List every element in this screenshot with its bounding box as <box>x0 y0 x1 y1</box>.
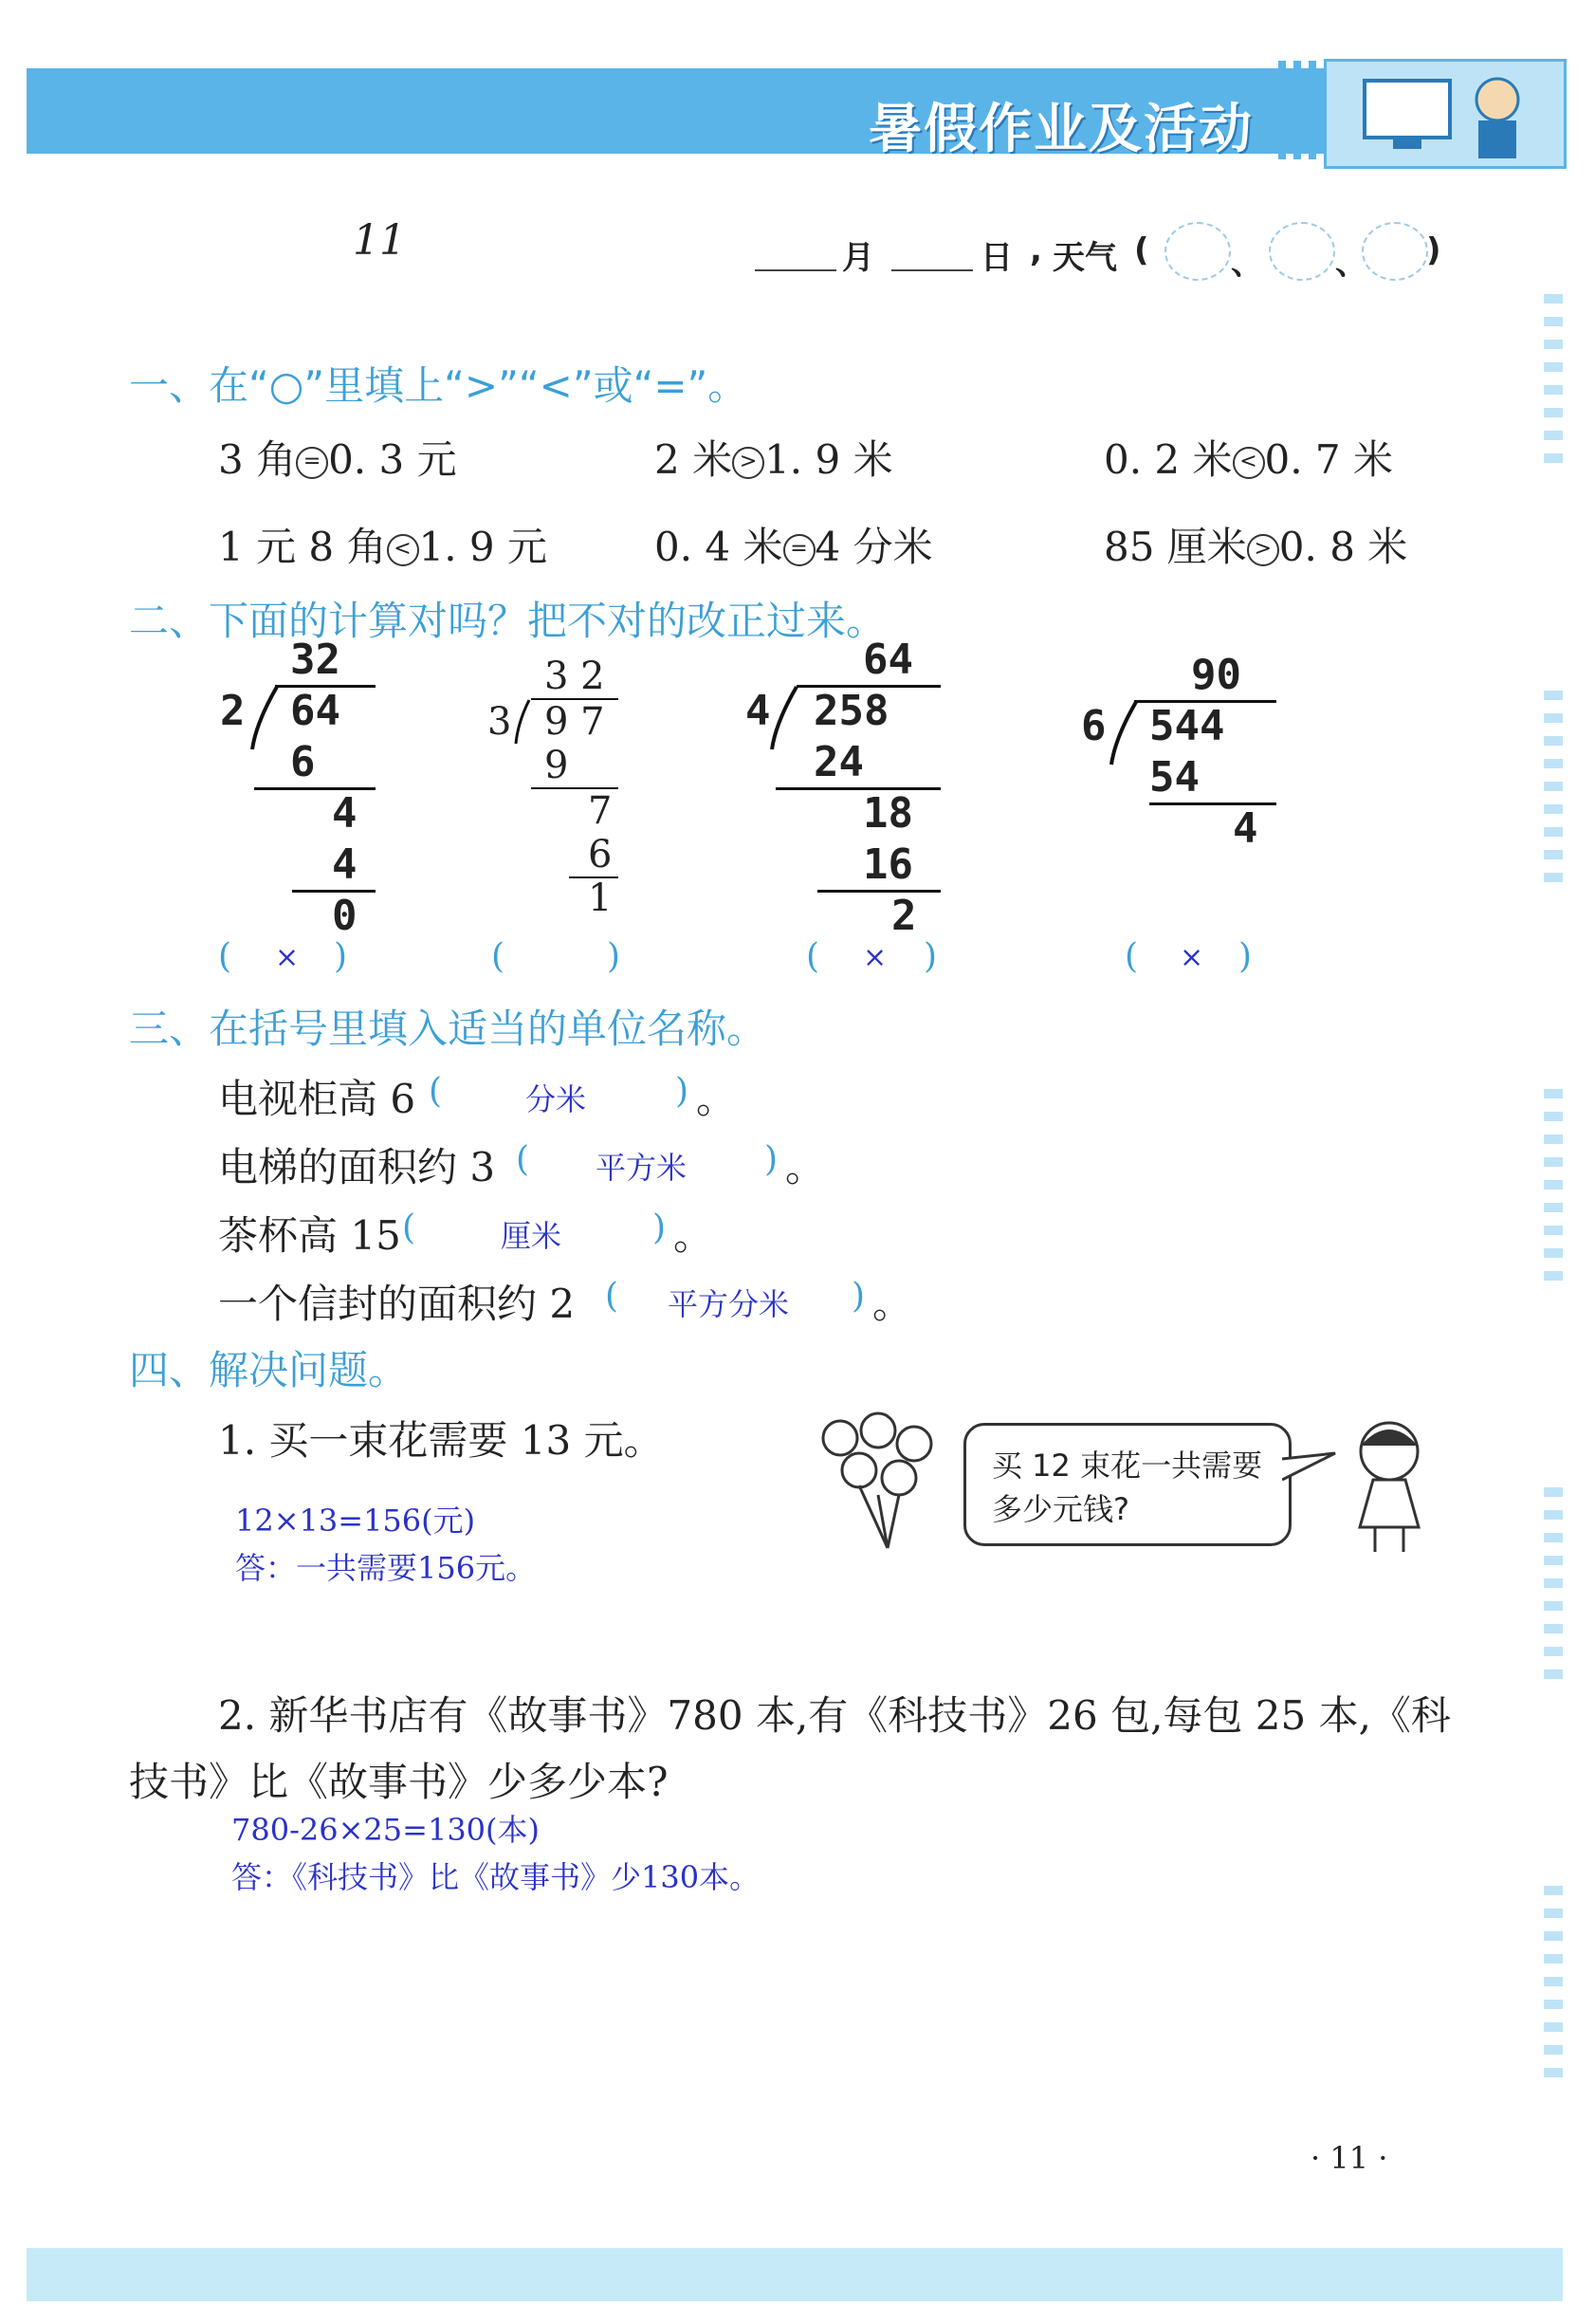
subtraction-line <box>776 787 941 790</box>
problem1-text: 1. 买一束花需要 13 元。 <box>218 1417 664 1464</box>
header-stripe <box>1293 61 1301 159</box>
compare-circle: < <box>1233 447 1265 479</box>
girl-icon <box>1337 1413 1441 1556</box>
partial-product: 24 <box>814 738 864 786</box>
unit-item-text: 茶杯高 15 <box>218 1212 401 1259</box>
day-label: 日 <box>981 239 1013 277</box>
compare-left: 1 元 8 角 <box>218 524 387 570</box>
paren-close: ) <box>675 1072 689 1111</box>
dividend: 9 7 <box>544 700 605 744</box>
compare-item <box>218 429 457 486</box>
header-stripe <box>1309 61 1316 159</box>
compare-item <box>654 516 933 573</box>
dividend: 544 <box>1149 702 1225 750</box>
dividend: 258 <box>814 687 889 735</box>
unit-answer: 分米 <box>525 1081 587 1117</box>
compare-right: 0. 7 米 <box>1264 436 1393 483</box>
partial-product: 4 <box>332 840 358 889</box>
side-decoration <box>1544 1089 1563 1281</box>
sunny-icon <box>1164 222 1231 281</box>
remainder: 0 <box>332 892 358 940</box>
paren-open: ( <box>806 937 820 976</box>
day-blank <box>891 269 973 271</box>
side-decoration <box>1544 1886 1563 2077</box>
division-bracket <box>248 685 281 751</box>
paren-open: ( <box>402 1208 416 1247</box>
partial-product: 6 <box>588 833 613 876</box>
compare-item <box>1104 516 1407 573</box>
compare-left: 85 厘米 <box>1104 524 1247 570</box>
weather-sep: 、 <box>1231 245 1263 283</box>
header-stripe <box>1278 61 1286 159</box>
page-number: · 11 · <box>1311 2140 1388 2176</box>
footer-bar <box>27 2248 1563 2301</box>
compare-circle: < <box>387 534 419 566</box>
judgment-mark: × <box>1180 941 1204 974</box>
subtraction-line <box>817 890 941 893</box>
remainder-step: 4 <box>332 789 358 838</box>
partial-product: 54 <box>1149 753 1200 802</box>
side-decoration <box>1544 294 1563 463</box>
compare-circle: = <box>783 534 816 566</box>
unit-answer: 平方分米 <box>668 1286 790 1322</box>
compare-left: 0. 4 米 <box>654 524 783 570</box>
unit-item-end: 。 <box>696 1076 737 1122</box>
side-decoration <box>1544 1487 1563 1679</box>
compare-circle: > <box>1247 534 1279 566</box>
paren-close: ) <box>334 937 348 976</box>
problem1-work: 12×13=156(元) <box>235 1503 476 1539</box>
divisor: 6 <box>1081 702 1107 750</box>
weather-sep: 、 <box>1335 245 1367 283</box>
speech-bubble-tail <box>1282 1451 1339 1489</box>
paren-open: ( <box>218 937 232 976</box>
division-bracket <box>768 685 800 751</box>
remainder: 1 <box>588 876 613 920</box>
problem2-work: 780-26×25=130(本) <box>231 1812 541 1848</box>
paren-close: ) <box>1238 937 1253 976</box>
compare-left: 3 角 <box>218 436 297 483</box>
problem2-line2: 技书》比《故事书》少多少本? <box>129 1759 669 1805</box>
paren-close: ) <box>764 1140 779 1179</box>
paren-open: ( <box>516 1140 530 1179</box>
section1-heading: 一、在“○”里填上“>”“<”或“=”。 <box>129 362 748 409</box>
day-number: 11 <box>353 216 406 265</box>
division-bracket <box>1108 700 1140 766</box>
weather-close-paren: ) <box>1426 231 1441 269</box>
paren-close: ) <box>924 937 938 976</box>
partial-product: 16 <box>863 840 913 889</box>
remainder: 2 <box>891 892 917 940</box>
section2-heading: 二、下面的计算对吗？把不对的改正过来。 <box>129 598 887 644</box>
bubble-line1: 买 12 束花一共需要 <box>992 1448 1263 1484</box>
month-blank <box>755 269 836 271</box>
unit-item-text: 电梯的面积约 3 <box>218 1144 496 1190</box>
compare-left: 0. 2 米 <box>1104 436 1233 483</box>
cloudy-icon <box>1269 222 1335 281</box>
compare-left: 2 米 <box>654 436 733 483</box>
flowers-icon <box>812 1410 944 1552</box>
divisor: 2 <box>220 687 246 735</box>
section4-heading: 四、解决问题。 <box>129 1347 409 1393</box>
comma: , <box>1030 231 1042 269</box>
compare-right: 0. 8 米 <box>1278 524 1408 570</box>
remainder-step: 7 <box>588 789 613 833</box>
unit-answer: 平方米 <box>596 1150 688 1186</box>
month-label: 月 <box>842 239 874 277</box>
paren-open: ( <box>429 1072 443 1111</box>
paren-open: ( <box>491 937 505 976</box>
compare-circle: > <box>732 447 764 479</box>
quotient: 32 <box>290 636 340 684</box>
unit-item-end: 。 <box>785 1144 826 1190</box>
rainy-icon <box>1362 222 1428 281</box>
side-decoration <box>1544 691 1563 882</box>
weather-open-paren: ( <box>1134 231 1149 269</box>
bubble-line2: 多少元钱? <box>992 1491 1129 1527</box>
compare-item <box>218 516 547 573</box>
partial-product: 9 <box>544 744 569 787</box>
weather-label: 天气 <box>1053 239 1117 277</box>
dividend: 64 <box>290 687 340 735</box>
quotient: 64 <box>863 636 913 684</box>
unit-item-text: 电视柜高 6 <box>218 1076 416 1122</box>
compare-item <box>1104 429 1393 486</box>
divisor: 3 <box>487 700 512 744</box>
problem2-answer: 答：《科技书》比《故事书》少130本。 <box>231 1859 761 1895</box>
problem1-answer: 答：一共需要156元。 <box>235 1550 537 1586</box>
compare-right: 4 分米 <box>815 524 933 570</box>
paren-close: ) <box>852 1277 866 1316</box>
compare-right: 0. 3 元 <box>328 436 457 483</box>
unit-item-end: 。 <box>673 1212 714 1259</box>
unit-item-text: 一个信封的面积约 2 <box>218 1281 576 1327</box>
partial-product: 6 <box>290 738 316 786</box>
subtraction-line <box>254 787 376 790</box>
remainder-step: 18 <box>863 789 913 838</box>
divisor: 4 <box>745 687 771 735</box>
paren-close: ) <box>652 1208 667 1247</box>
section3-heading: 三、在括号里填入适当的单位名称。 <box>129 1005 767 1052</box>
compare-right: 1. 9 米 <box>764 436 893 483</box>
paren-close: ) <box>607 937 621 976</box>
compare-item <box>654 429 893 486</box>
problem2-line1: 2. 新华书店有《故事书》780 本,有《科技书》26 包,每包 25 本,《科 <box>218 1692 1451 1739</box>
quotient: 90 <box>1191 651 1241 699</box>
unit-answer: 厘米 <box>501 1218 562 1254</box>
unit-item-end: 。 <box>872 1281 913 1327</box>
judgment-mark: × <box>863 941 888 974</box>
header-illustration <box>1324 59 1567 169</box>
quotient: 3 2 <box>544 655 605 698</box>
compare-circle: = <box>296 447 328 479</box>
division-bracket <box>510 698 533 746</box>
paren-open: ( <box>1125 937 1139 976</box>
judgment-mark: × <box>275 941 300 974</box>
remainder: 4 <box>1233 804 1258 853</box>
compare-right: 1. 9 元 <box>418 524 547 570</box>
header-title: 暑假作业及活动 <box>869 99 1254 160</box>
computer-icon <box>1327 62 1564 166</box>
paren-open: ( <box>605 1277 619 1316</box>
